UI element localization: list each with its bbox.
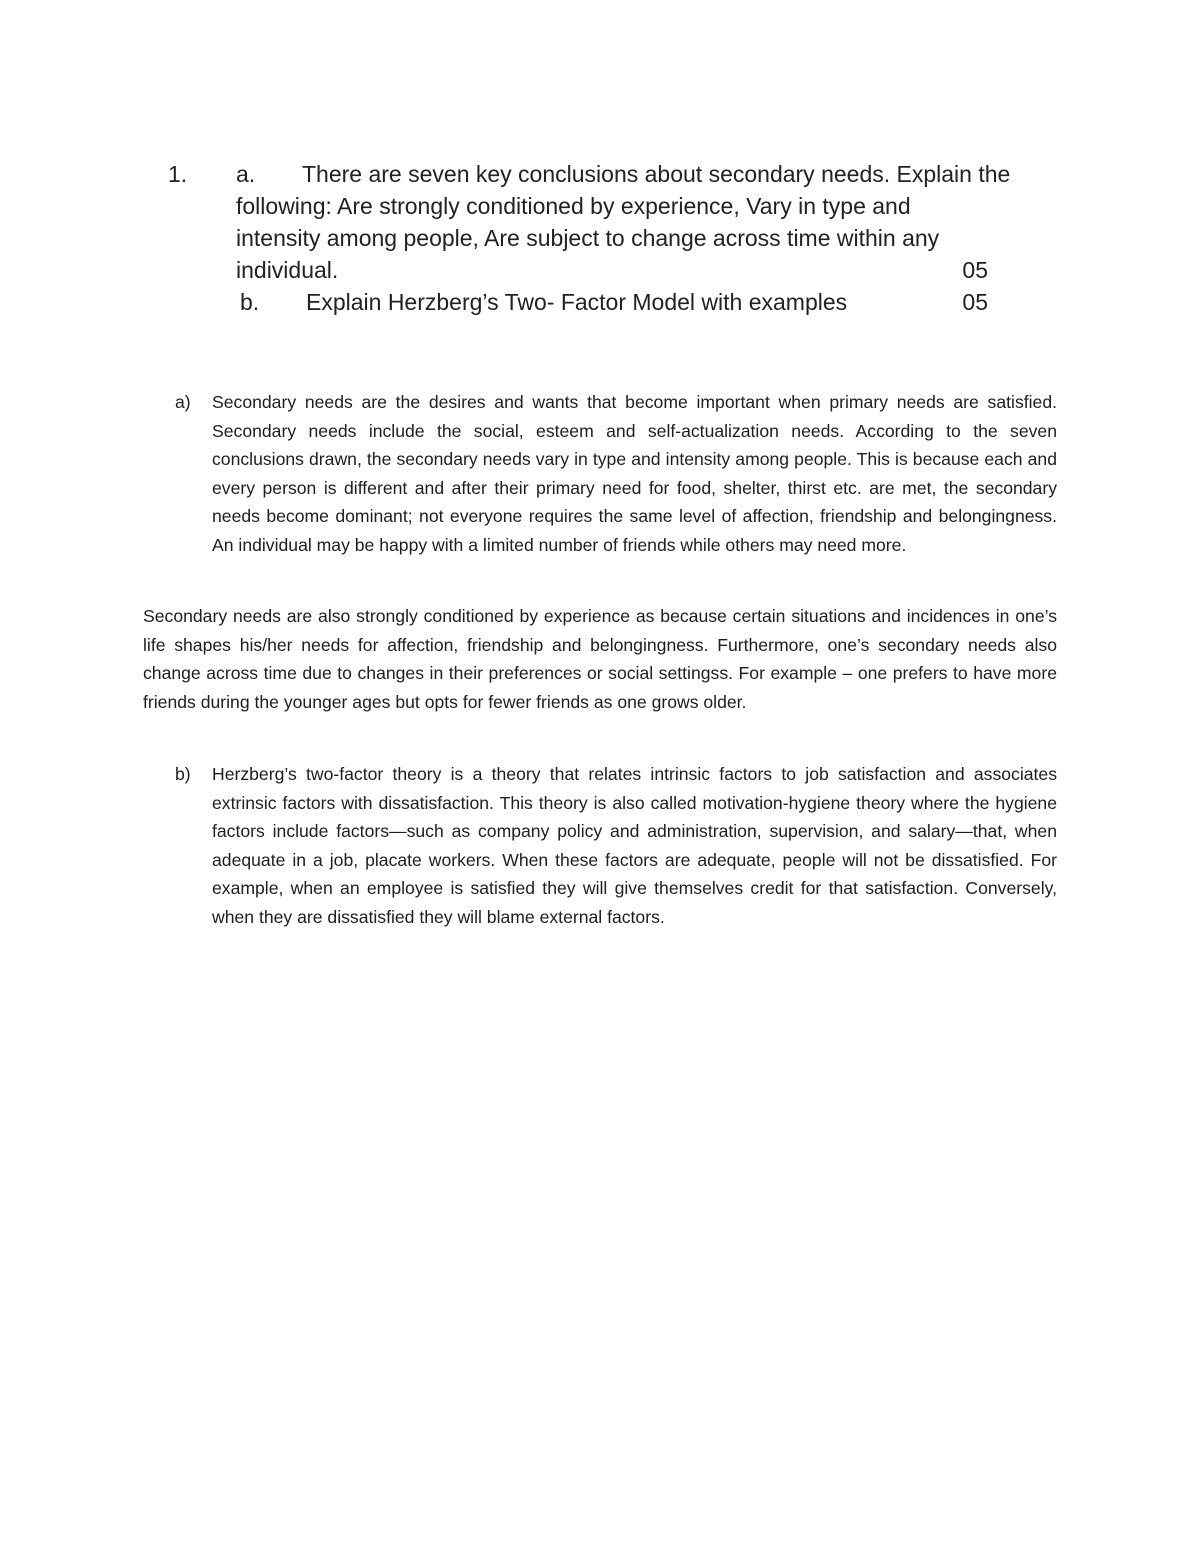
- question-b-text: Explain Herzberg’s Two- Factor Model with examples: [306, 289, 848, 315]
- answer-b-label: b): [175, 764, 191, 784]
- question-b-line: [240, 286, 1026, 318]
- question-part-a: [236, 158, 1028, 286]
- answer-a-continued-paragraph: Secondary needs are also strongly conditioned by experience as because certain situations and incidences in one’s life shapes his/her needs for affection, friendship and belongingness. Furthermore, one’s secondary needs also change across time due to changes in their preferences or social settingss. For example – one prefers to have more friends during the younger ages but opts for fewer friends as one grows older.: [143, 606, 1057, 712]
- question-block: [168, 158, 1028, 318]
- question-a-line-2: following: Are strongly conditioned by experience, Vary in type and: [236, 193, 911, 219]
- answer-a-label: a): [175, 392, 191, 412]
- question-a-line-1: [236, 158, 1026, 190]
- question-b-marks: 05: [962, 289, 988, 315]
- question-b-letter: b.: [240, 289, 260, 315]
- answer-a-paragraph: Secondary needs are the desires and wants that become important when primary needs are satisfied. Secondary needs include the social, esteem and self-actualization needs. According to the seven conclusions drawn, the secondary needs vary in type and intensity among people. This is because each and every person is different and after their primary need for food, shelter, thirst etc. are met, the secondary needs become dominant; not everyone requires the same level of affection, friendship and belongingness. An individual may be happy with a limited number of friends while others may need more.: [212, 392, 1057, 555]
- question-a-marks: 05: [962, 257, 988, 283]
- question-part-b: [240, 286, 1028, 318]
- question-a-letter: a.: [236, 161, 256, 187]
- question-number: 1.: [168, 161, 188, 187]
- question-a-line-3: intensity among people, Are subject to change across time within any: [236, 225, 940, 251]
- question-a-line-4: [236, 254, 1026, 286]
- question-a-text-4: individual.: [236, 257, 339, 283]
- question-a-text-1: There are seven key conclusions about secondary needs. Explain the: [302, 161, 1011, 187]
- answer-b-paragraph: Herzberg’s two-factor theory is a theory that relates intrinsic factors to job satisfaction and associates extrinsic factors with dissatisfaction. This theory is also called motivation-hygiene theory where the hygiene factors include factors—such as company policy and administration, supervision, and salary—that, when adequate in a job, placate workers. When these factors are adequate, people will not be dissatisfied. For example, when an employee is satisfied they will give themselves credit for that satisfaction. Conversely, when they are dissatisfied they will blame external factors.: [212, 764, 1057, 927]
